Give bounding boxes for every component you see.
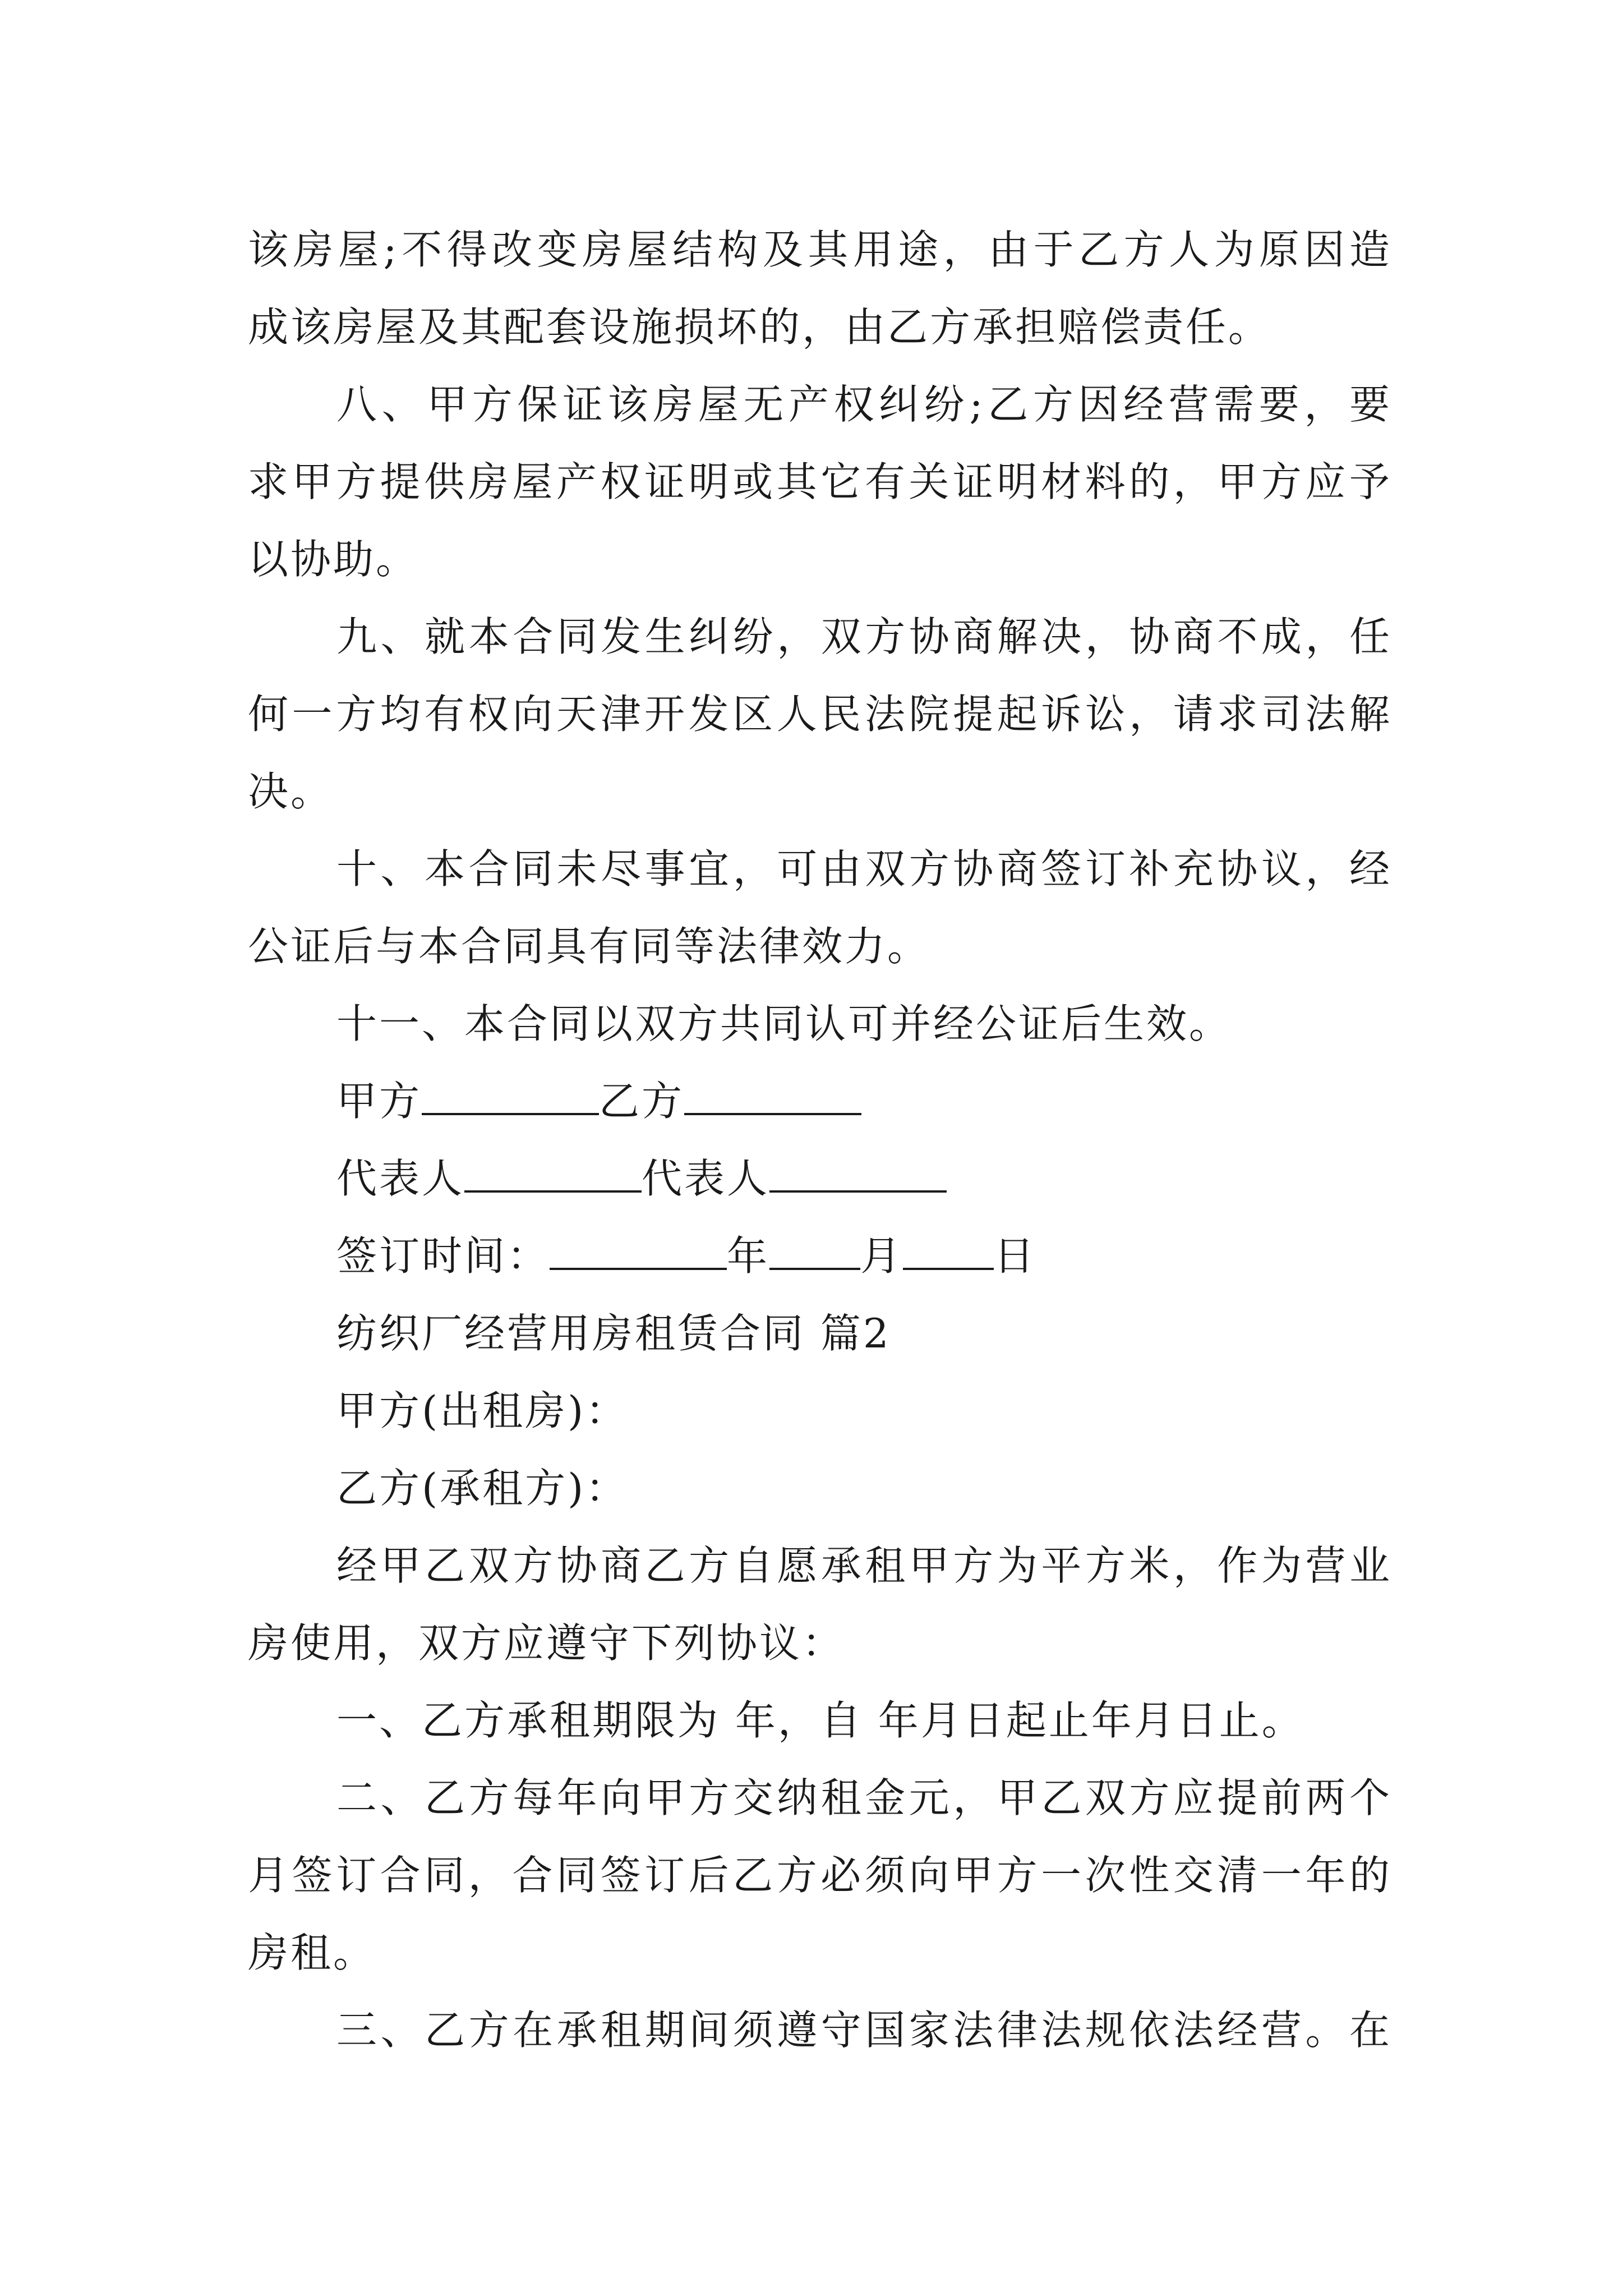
party-b-blank bbox=[684, 1078, 861, 1115]
paragraph-line: 成该房屋及其配套设施损坏的，由乙方承担赔偿责任。 bbox=[248, 303, 1271, 351]
paragraph-line: 一、乙方承租期限为 年，自 年月日起止年月日止。 bbox=[336, 1697, 1304, 1744]
paragraph-line: 九、就本合同发生纠纷，双方协商解决，协商不成，任 bbox=[336, 613, 1392, 660]
day-label: 日 bbox=[994, 1232, 1037, 1280]
rep-a-label: 代表人 bbox=[336, 1155, 465, 1202]
month-blank bbox=[769, 1233, 860, 1270]
party-a-label: 甲方 bbox=[336, 1078, 422, 1125]
rep-b-blank bbox=[769, 1156, 947, 1193]
paragraph-line: 房使用，双方应遵守下列协议： bbox=[248, 1619, 845, 1667]
paragraph-line: 八、甲方保证该房屋无产权纠纷;乙方因经营需要，要 bbox=[336, 381, 1392, 428]
party-a-heading: 甲方(出租房)： bbox=[336, 1387, 629, 1434]
paragraph-line: 公证后与本合同具有同等法律效力。 bbox=[248, 923, 930, 970]
year-label: 年 bbox=[727, 1232, 770, 1280]
paragraph-line: 月签订合同，合同签订后乙方必须向甲方一次性交清一年的 bbox=[248, 1852, 1392, 1899]
paragraph-line: 十一、本合同以双方共同认可并经公证后生效。 bbox=[336, 1000, 1232, 1047]
document-body bbox=[248, 211, 1392, 2069]
date-label: 签订时间： bbox=[336, 1232, 550, 1280]
paragraph-line: 该房屋;不得改变房屋结构及其用途，由于乙方人为原因造 bbox=[248, 226, 1392, 273]
party-a-blank bbox=[422, 1078, 599, 1115]
signing-date-row bbox=[248, 1217, 1392, 1295]
paragraph-line: 二、乙方每年向甲方交纳租金元，甲乙双方应提前两个 bbox=[336, 1774, 1392, 1821]
section-title: 纺织厂经营用房租赁合同 篇2 bbox=[336, 1310, 891, 1357]
party-b-heading: 乙方(承租方)： bbox=[336, 1465, 629, 1512]
paragraph-line: 求甲方提供房屋产权证明或其它有关证明材料的，甲方应予 bbox=[248, 458, 1392, 505]
rep-a-blank bbox=[464, 1156, 642, 1193]
paragraph-line: 三、乙方在承租期间须遵守国家法律法规依法经营。在 bbox=[336, 2007, 1392, 2054]
paragraph-line: 决。 bbox=[248, 768, 334, 815]
paragraph-line: 经甲乙双方协商乙方自愿承租甲方为平方米，作为营业 bbox=[336, 1542, 1392, 1589]
rep-b-label: 代表人 bbox=[642, 1155, 770, 1202]
paragraph-line: 房租。 bbox=[248, 1929, 376, 1976]
representative-signature-row bbox=[248, 1140, 1392, 1217]
party-signature-row bbox=[248, 1062, 1392, 1140]
paragraph-line: 十、本合同未尽事宜，可由双方协商签订补充协议，经 bbox=[336, 845, 1392, 892]
year-blank bbox=[550, 1233, 727, 1270]
day-blank bbox=[903, 1233, 994, 1270]
month-label: 月 bbox=[860, 1232, 903, 1280]
party-b-label: 乙方 bbox=[599, 1078, 685, 1125]
paragraph-line: 何一方均有权向天津开发区人民法院提起诉讼，请求司法解 bbox=[248, 691, 1392, 738]
paragraph-line: 以协助。 bbox=[248, 536, 419, 583]
